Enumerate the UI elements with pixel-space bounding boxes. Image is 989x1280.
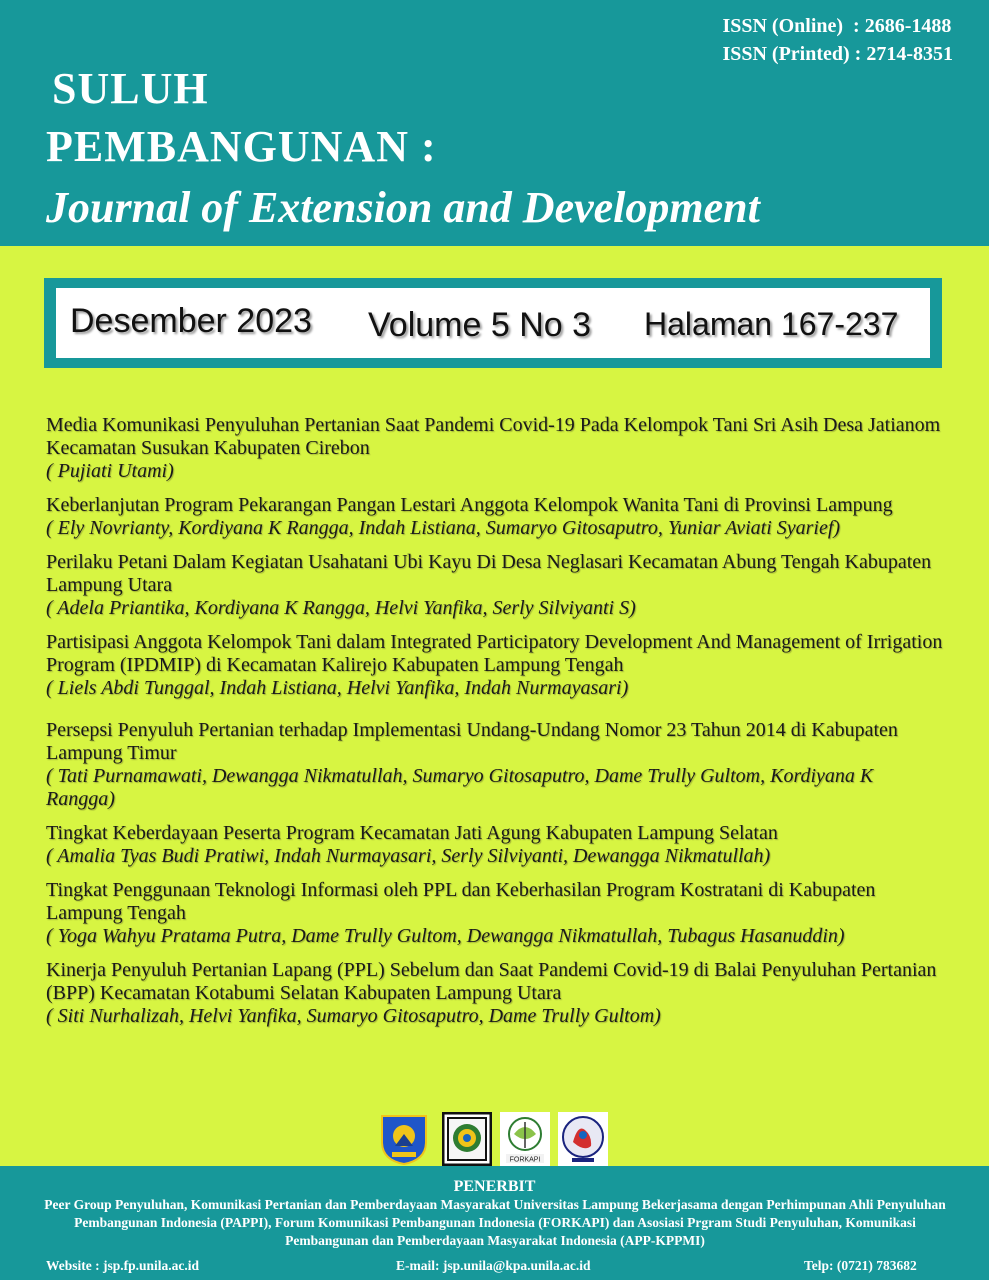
cover-header [0,0,989,246]
website-text: Website : jsp.fp.unila.ac.id [46,1258,200,1273]
issn-printed: ISSN (Printed) : 2714-8351 [722,43,953,65]
article-title: Keberlanjutan Program Pekarangan Pangan Lestari Anggota Kelompok Wanita Tani di Provinsi Lampung [46,494,893,516]
publisher-text: Peer Group Penyuluhan, Komunikasi Pertanian dan Pemberdayaan Masyarakat Universitas Lampung Bekerjasama dengan Perhimpunan Ahli Penyuluhan Pembangunan Indonesia (PAPPI), Forum Komunikasi Pembangunan Indonesia (FORKAPI) dan Asosiasi Prgram Studi Penyuluhan, Komunikasi Pembangunan dan Pemberdayaan Masyarakat Indonesia (APP-KPPMI) [44,1197,946,1248]
issn-online: ISSN (Online) : 2686-1488 [722,15,952,37]
app-kppmi-logo-icon [558,1112,608,1166]
pappi-logo-icon [442,1112,492,1166]
article-title: Kinerja Penyuluh Pertanian Lapang (PPL) Sebelum dan Saat Pandemi Covid-19 di Balai Penyuluhan Pertanian (BPP) Kecamatan Kotabumi Selatan Kabupaten Lampung Utara [46,959,937,1004]
article-authors: ( Adela Priantika, Kordiyana K Rangga, Helvi Yanfika, Serly Silviyanti S) [46,597,636,619]
forkapi-logo-text: FORKAPI [509,1156,541,1164]
issue-pages: Halaman 167-237 [644,306,899,342]
table-of-contents [46,414,946,1039]
article-entry [46,719,946,811]
article-title: Media Komunikasi Penyuluhan Pertanian Saat Pandemi Covid-19 Pada Kelompok Tani Sri Asih Desa Jatianom Kecamatan Susukan Kabupaten Cirebon [46,414,941,459]
email-text: E-mail: jsp.unila@kpa.unila.ac.id [396,1258,591,1273]
article-entry [46,494,946,540]
article-authors: ( Liels Abdi Tunggal, Indah Listiana, Helvi Yanfika, Indah Nurmayasari) [46,677,629,699]
article-title: Tingkat Keberdayaan Peserta Program Kecamatan Jati Agung Kabupaten Lampung Selatan [46,822,778,844]
journal-subtitle: Journal of Extension and Development [46,183,760,232]
article-entry [46,631,946,700]
issue-inner [56,288,930,358]
issue-date: Desember 2023 [70,302,312,340]
phone-text: Telp: (0721) 783682 [804,1258,917,1273]
article-title: Persepsi Penyuluh Pertanian terhadap Implementasi Undang-Undang Nomor 23 Tahun 2014 di Kabupaten Lampung Timur [46,719,898,764]
article-title: Tingkat Penggunaan Teknologi Informasi oleh PPL dan Keberhasilan Program Kostratani di Kabupaten Lampung Tengah [46,879,876,924]
journal-title-line2: PEMBANGUNAN : [46,122,437,171]
article-entry [46,879,946,948]
article-authors: ( Tati Purnamawati, Dewangga Nikmatullah, Sumaryo Gitosaputro, Dame Trully Gultom, Kordiyana K Rangga) [46,765,874,810]
article-authors: ( Ely Novrianty, Kordiyana K Rangga, Indah Listiana, Sumaryo Gitosaputro, Yuniar Aviati Syarief) [46,517,841,539]
journal-title-line1: SULUH [52,64,209,113]
article-entry [46,414,946,483]
article-authors: ( Siti Nurhalizah, Helvi Yanfika, Sumaryo Gitosaputro, Dame Trully Gultom) [46,1005,661,1027]
article-entry [46,822,946,868]
article-entry [46,959,946,1028]
article-authors: ( Amalia Tyas Budi Pratiwi, Indah Nurmayasari, Serly Silviyanti, Dewangga Nikmatullah) [46,845,771,867]
article-entry [46,551,946,620]
issn-block [722,12,953,68]
article-title: Perilaku Petani Dalam Kegiatan Usahatani Ubi Kayu Di Desa Neglasari Kecamatan Abung Tengah Kabupaten Lampung Utara [46,551,932,596]
forkapi-logo-icon [500,1112,550,1166]
university-of-lampung-logo-icon [378,1112,430,1166]
penerbit-heading: PENERBIT [453,1178,536,1195]
article-authors: ( Pujiati Utami) [46,460,174,482]
issue-box [44,278,942,368]
cover-footer [0,1166,989,1280]
article-authors: ( Yoga Wahyu Pratama Putra, Dame Trully Gultom, Dewangga Nikmatullah, Tubagus Hasanuddin) [46,925,845,947]
issue-volume: Volume 5 No 3 [368,306,592,344]
article-title: Partisipasi Anggota Kelompok Tani dalam Integrated Participatory Development And Management of Irrigation Program (IPDMIP) di Kecamatan Kalirejo Kabupaten Lampung Tengah [46,631,943,676]
